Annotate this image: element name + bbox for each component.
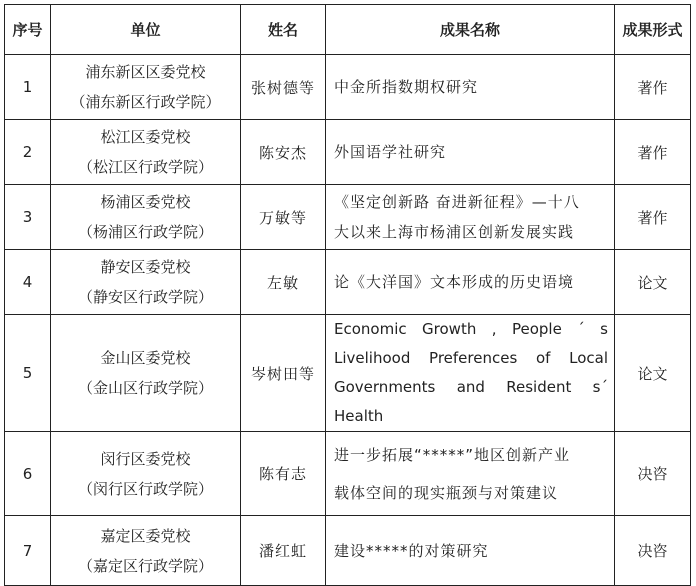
- unit-line: 浦东新区区委党校: [85, 63, 206, 81]
- row-unit: [51, 55, 241, 120]
- unit-line: （松江区行政学院）: [77, 158, 213, 176]
- unit-line: （静安区行政学院）: [77, 288, 213, 306]
- unit-line: （杨浦区行政学院）: [77, 223, 213, 241]
- row-type: 著作: [615, 120, 691, 185]
- unit-line: 闵行区委党校: [100, 449, 191, 468]
- table-row: [5, 516, 691, 586]
- row-name: 陈安杰: [241, 120, 326, 185]
- row-num: 2: [5, 120, 51, 185]
- unit-line: （浦东新区行政学院）: [70, 93, 221, 111]
- row-type: 决咨: [615, 516, 691, 586]
- title-line: 外国语学社研究: [334, 143, 447, 161]
- row-name: 陈有志: [241, 432, 326, 516]
- row-num: 4: [5, 250, 51, 315]
- row-type: 著作: [615, 55, 691, 120]
- unit-line: 杨浦区委党校: [100, 193, 191, 211]
- title-line: 建设*****的对策研究: [334, 541, 489, 560]
- table-row: [5, 120, 691, 185]
- row-title: [326, 55, 615, 120]
- header-unit: 单位: [51, 5, 241, 55]
- table-row: [5, 432, 691, 516]
- row-unit: [51, 185, 241, 250]
- title-line: 大以来上海市杨浦区创新发展实践: [334, 223, 575, 241]
- row-type: 著作: [615, 185, 691, 250]
- row-num: 5: [5, 315, 51, 432]
- title-line: Economic Growth , People ´ s: [334, 320, 608, 338]
- row-title: [326, 250, 615, 315]
- row-unit: [51, 516, 241, 586]
- header-num: 序号: [5, 5, 51, 55]
- row-unit: [51, 432, 241, 516]
- unit-line: （嘉定区行政学院）: [77, 556, 213, 575]
- header-type: 成果形式: [615, 5, 691, 55]
- row-num: 6: [5, 432, 51, 516]
- row-unit: [51, 120, 241, 185]
- row-title: [326, 315, 615, 432]
- title-line: 载体空间的现实瓶颈与对策建议: [334, 483, 559, 502]
- row-num: 1: [5, 55, 51, 120]
- row-unit: [51, 250, 241, 315]
- table-row: [5, 250, 691, 315]
- unit-line: 松江区委党校: [100, 128, 191, 146]
- row-name: 张树德等: [241, 55, 326, 120]
- row-title: [326, 120, 615, 185]
- header-title: 成果名称: [326, 5, 615, 55]
- header-name: 姓名: [241, 5, 326, 55]
- unit-line: 金山区委党校: [100, 349, 191, 367]
- row-type: 论文: [615, 315, 691, 432]
- title-line: Governments and Resident s´ Health: [334, 378, 608, 425]
- row-type: 决咨: [615, 432, 691, 516]
- table-row: [5, 185, 691, 250]
- row-name: 潘红虹: [241, 516, 326, 586]
- title-line: Livelihood Preferences of Local: [334, 349, 608, 367]
- row-title: [326, 432, 615, 516]
- title-line: 《坚定创新路 奋进新征程》—十八: [334, 193, 580, 211]
- row-name: 万敏等: [241, 185, 326, 250]
- unit-line: （闵行区行政学院）: [77, 479, 213, 498]
- results-table: [4, 4, 691, 586]
- title-line: 进一步拓展“*****”地区创新产业: [334, 445, 571, 464]
- row-name: 左敏: [241, 250, 326, 315]
- row-num: 7: [5, 516, 51, 586]
- row-num: 3: [5, 185, 51, 250]
- row-unit: [51, 315, 241, 432]
- table-row: [5, 55, 691, 120]
- table-row: [5, 315, 691, 432]
- row-name: 岑树田等: [241, 315, 326, 432]
- title-line: 论《大洋国》文本形成的历史语境: [334, 273, 575, 291]
- unit-line: 静安区委党校: [100, 258, 191, 276]
- header-row: [5, 5, 691, 55]
- row-title: [326, 516, 615, 586]
- title-line: 中金所指数期权研究: [334, 78, 479, 96]
- row-title: [326, 185, 615, 250]
- row-type: 论文: [615, 250, 691, 315]
- unit-line: （金山区行政学院）: [77, 379, 213, 397]
- unit-line: 嘉定区委党校: [100, 526, 191, 545]
